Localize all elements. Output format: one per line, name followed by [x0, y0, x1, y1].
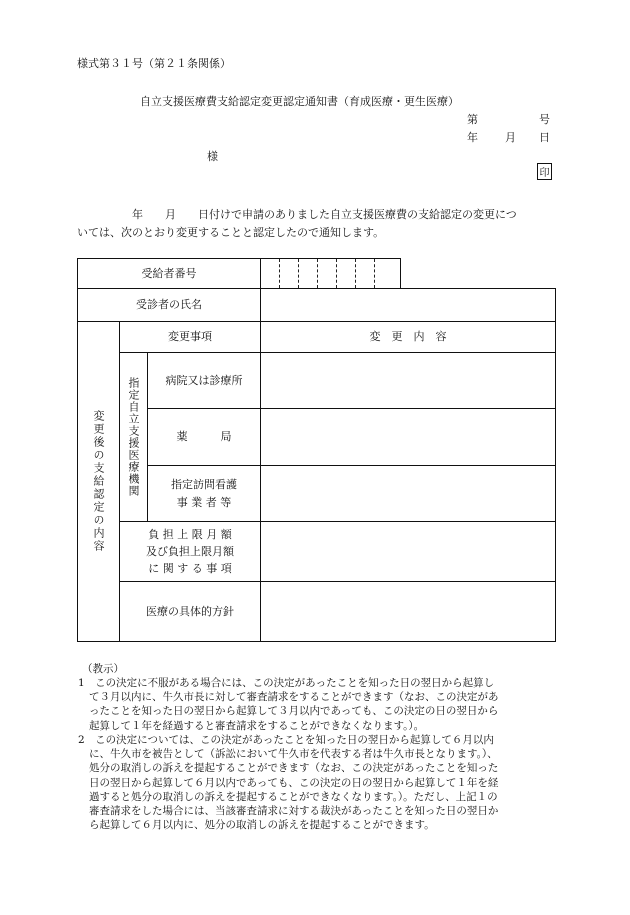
treatment-policy-label: 医療の具体的方針	[146, 604, 234, 618]
body-text-line2: いては、次のとおり変更することと認定したので通知します。	[77, 226, 385, 239]
burden-limit-label: 負 担 上 限 月 額 及び負担上限月額 に 関 す る 事 項	[146, 527, 234, 576]
pharmacy-label: 薬 局	[176, 430, 232, 444]
note-1: 1 この決定に不服がある場合には、この決定があったことを知った日の翌日から起算し て３月以内に、牛久市長に対して審査請求をすることができます（なお、この決定があ ったことを知った日の翌日から起算して３月以内であっても、この決定の日の翌日から 起算して１年を経過すると審査請求をすることができなくなります。）。	[78, 677, 499, 732]
notes-heading: （教示）	[82, 663, 124, 675]
hospital-label: 病院又は診療所	[165, 373, 243, 387]
change-detail-header: 変 更 内 容	[369, 330, 447, 344]
nursing-provider-label: 指定訪問看護 事 業 者 等	[171, 478, 237, 509]
seal-mark: 印	[539, 168, 550, 179]
body-text-line1: 年 月 日付けで申請のありました自立支援医療費の支給認定の変更につ	[132, 208, 517, 221]
date-month: 月	[505, 131, 516, 144]
number-label: 第	[467, 113, 478, 126]
note-2: 2 この決定については、この決定があったことを知った日の翌日から起算して６月以内 に、牛久市を被告として（訴訟において牛久市を代表する者は牛久市長となります。）、 処分の取消しの訴えを提起することができます（なお、この決定があったことを知った 日の翌日から起算して６月以内であっても、この決定の日の翌日から起算して１年を経 過すると処分の取消しの訴えを提起することができなくなります。）。ただし、上記１の 審査請求をした場合には、当該審査請求に対する裁決があったことを知った日の翌日か ら起算して６月以内に、処分の取消しの訴えを提起することができます。	[78, 734, 499, 832]
date-year: 年	[467, 131, 478, 144]
changed-content-label: 変更後の支給認定の内容	[92, 410, 106, 553]
seal-box	[537, 163, 552, 180]
designated-institution-label: 指定自立支援医療機関	[127, 377, 141, 497]
change-item-header: 変更事項	[168, 330, 212, 344]
certification-table	[77, 258, 556, 642]
recipient-number-label: 受給者番号	[141, 266, 197, 280]
date-day: 日	[539, 131, 550, 144]
form-number: 様式第３１号（第２１条関係）	[77, 57, 231, 70]
document-title: 自立支援医療費支給認定変更認定通知書（育成医療・更生医療）	[140, 95, 459, 108]
addressee-suffix: 様	[207, 150, 218, 163]
number-suffix: 号	[539, 113, 550, 126]
patient-name-label: 受診者の氏名	[136, 298, 202, 312]
